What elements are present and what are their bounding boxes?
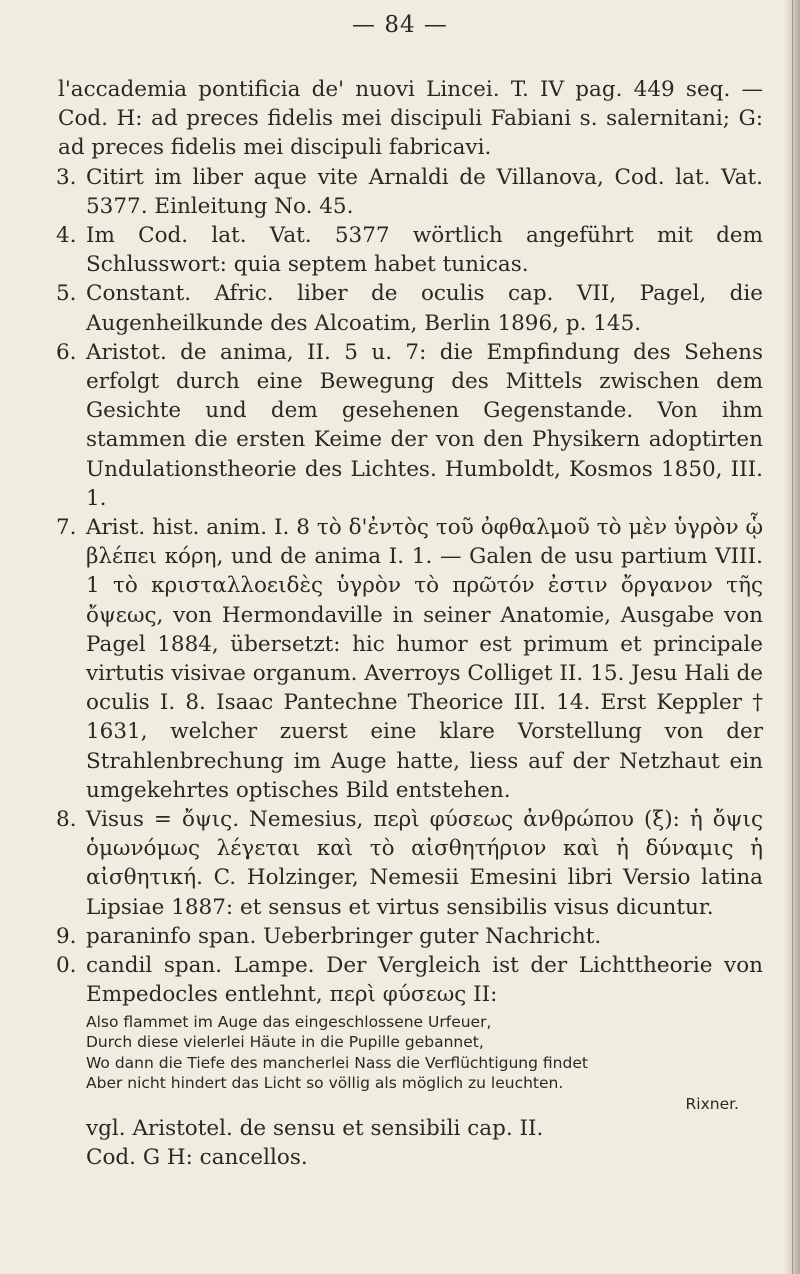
verse-quotation (58, 1012, 763, 1115)
verse-line: Durch diese vielerlei Häute in die Pupille gebannet, (86, 1033, 484, 1051)
tail-line-codex: Cod. G H: cancellos. (86, 1145, 308, 1171)
footnote-9 (58, 922, 763, 951)
page-edge-line (792, 0, 793, 1274)
verse-attribution: Rixner. (685, 1094, 739, 1113)
footnote-7 (58, 513, 763, 805)
verse-line: Wo dann die Tiefe des mancherlei Nass die Verflüchtigung findet (86, 1053, 588, 1072)
footnote-3 (58, 163, 763, 221)
footnote-4 (58, 221, 763, 279)
footnote-10 (58, 951, 763, 1009)
footnote-text: Arist. hist. anim. I. 8 τὸ δ'ἐντὸς τοῦ ὀφθαλμοῦ τὸ μὲν ὑγρὸν ᾧ βλέπει κόρη, und de anima I. 1. — Galen de usu partium VIII. 1 τὸ κρισταλλοειδὲς ὑγρὸν τὸ πρῶτόν ἐστιν ὄργανον τῆς ὄψεως, von Hermondaville in seiner Anatomie, Ausgabe von Pagel 1884, übersetzt: hic humor est primum et principale virtutis visivae organum. Averroys Colliget II. 15. Jesu Hali de oculis I. 8. Isaac Pantechne Theorice III. 14. Erst Keppler † 1631, welcher zuerst eine klare Vorstellung von der Strahlenbrechung im Auge hatte, liess auf der Netzhaut ein umgekehrtes optisches Bild entstehen. (86, 515, 763, 803)
footnote-text: Constant. Afric. liber de oculis cap. VII, Pagel, die Augenheilkunde des Alcoatim, Berlin 1896, p. 145. (86, 281, 763, 336)
verse-line: Aber nicht hindert das Licht so völlig als möglich zu leuchten. (86, 1074, 564, 1092)
footnote-number: 0. (56, 953, 77, 979)
page-body (58, 75, 763, 1172)
footnote-text: candil span. Lampe. Der Vergleich ist der Lichttheorie von Empedocles entlehnt, περὶ φύσεως II: (86, 953, 763, 1008)
footnote-number: 7. (56, 515, 77, 541)
footnote-text: Aristot. de anima, II. 5 u. 7: die Empfindung des Sehens erfolgt durch eine Bewegung des Mittels zwischen dem Gesichte und dem gesehenen Gegenstande. Von ihm stammen die ersten Keime der von den Physikern adoptirten Undulationstheorie des Lichtes. Humboldt, Kosmos 1850, III. 1. (86, 339, 763, 511)
footnote-number: 8. (56, 807, 77, 833)
footnote-8 (58, 805, 763, 922)
footnote-number: 5. (56, 281, 77, 307)
footnote-text: Im Cod. lat. Vat. 5377 wörtlich angeführt mit dem Schlusswort: quia septem habet tunicas. (86, 223, 763, 278)
tail-line-reference: vgl. Aristotel. de sensu et sensibili cap. II. (86, 1116, 544, 1141)
footnote-text: Visus = ὄψις. Nemesius, περὶ φύσεως ἀνθρώπου (ξ): ἡ ὄψις ὁμωνόμως λέγεται καὶ τὸ αἰσθητήριον καὶ ἡ δύναμις ἡ αἰσθητική. C. Holzinger, Nemesii Emesini libri Versio latina Lipsiae 1887: et sensus et virtus sensibilis visus dicuntur. (86, 807, 763, 920)
footnote-5 (58, 279, 763, 337)
footnote-number: 6. (56, 339, 77, 365)
footnote-number: 3. (56, 164, 77, 190)
page-number: — 84 — (352, 12, 448, 38)
footnote-text: paraninfo span. Ueberbringer guter Nachricht. (86, 923, 602, 949)
footnote-6 (58, 338, 763, 513)
footnote-number: 9. (56, 923, 77, 949)
footnote-text: Citirt im liber aque vite Arnaldi de Villanova, Cod. lat. Vat. 5377. Einleitung No. 45. (86, 164, 763, 219)
verse-line: Also flammet im Auge das eingeschlossene Urfeuer, (86, 1012, 492, 1031)
footnote-number: 4. (56, 223, 77, 249)
intro-paragraph: l'accademia pontificia de' nuovi Lincei. T. IV pag. 449 seq. — Cod. H: ad preces fidelis mei discipuli Fabiani s. salernitani; G: ad preces fidelis mei discipuli fabricavi. (58, 77, 763, 161)
